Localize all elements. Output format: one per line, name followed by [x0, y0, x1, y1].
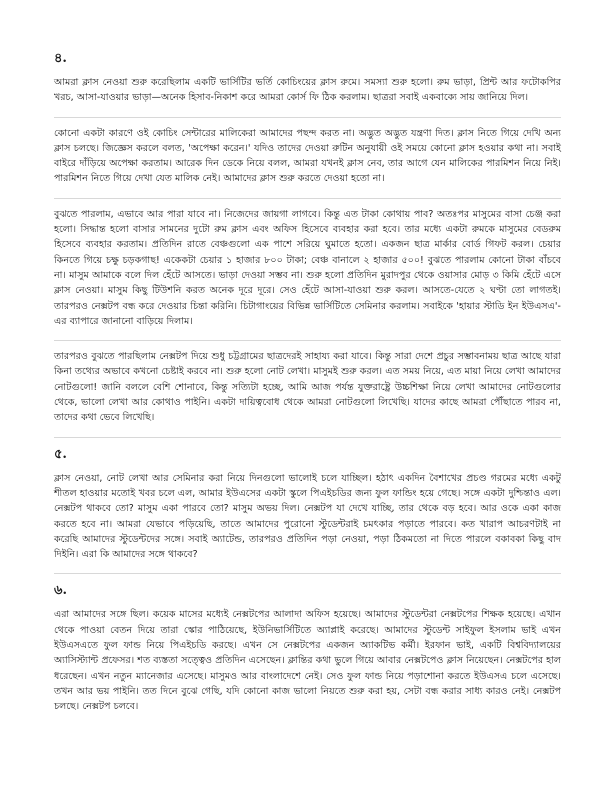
divider [54, 573, 561, 574]
section-4 [54, 50, 561, 426]
paragraph: কোনো একটা কারণে ওই কোচিং সেন্টারের মালিকেরা আমাদের পছন্দ করত না। অদ্ভুত অদ্ভুত যন্ত্রণা দিত। ক্লাস নিতে গিয়ে দেখি অন্য ক্লাস চলছে। জিজ্ঞেস করলে বলত, 'অপেক্ষা করেন।' যদিও তাদের দেওয়া রুটিন অনুযায়ী ওই সময়ে কোনো ক্লাস হওয়ার কথা না। সবাই বাইরে দাঁড়িয়ে অপেক্ষা করতাম। আরেক দিন ডেকে নিয়ে বলল, আমরা যখনই ক্লাস নেব, তার আগে যেন মালিকের পারমিশন নিয়ে নিই। পারমিশন নিতে গিয়ে দেখা যেত মালিক নেই। আমাদের ক্লাস শুরু করতে দেওয়া হতো না। [54, 127, 561, 185]
divider [54, 340, 561, 341]
section-number: ৬. [54, 583, 67, 599]
paragraph: আমরা ক্লাস নেওয়া শুরু করেছিলাম একটি ভার্সিটির ভর্তি কোচিংয়ের ক্লাস রুমে। সমস্যা শুরু হলো। রুম ভাড়া, প্রিন্ট আর ফটোকপির খরচ, আসা-যাওয়ার ভাড়া—অনেক হিসাব-নিকাশ করে আমরা কোর্স ফি ঠিক করলাম। ছাত্ররা সবাই একবাক্যে সায় জানিয়ে দিল। [54, 77, 561, 104]
paragraph: এরা আমাদের সঙ্গে ছিল। কয়েক মাসের মধ্যেই নেক্সটপের আলাদা অফিস হয়েছে। আমাদের স্টুডেন্টরা নেক্সটপের শিক্ষক হয়েছে। এখান থেকে পাওয়া বেতন দিয়ে তারা স্কোর পাঠিয়েছে, ইউনিভার্সিটিতে অ্যাপ্লাই করেছে। আমাদের স্টুডেন্ট সাইফুল ইসলাম ভাই এখন ইউএসএতে ফুল ফান্ড নিয়ে পিএইচডি করছে। এখন সে নেক্সটপের একজন অ্যাকটিভ কর্মী। ইরফান ভাই, একটি বিশ্ববিদ্যালয়ের অ্যাসিস্ট্যান্ট প্রফেসর। শত ব্যস্ততা সত্ত্বেও প্রতিদিন এসেছেন। ক্লান্তির কথা ভুলে গিয়ে আবার নেক্সটপেও ক্লাস নিয়েছেন। নেক্সটপের হাল ধরেছেন। এখন নতুন ম্যানেজার এসেছে। মাসুমও আর বাংলাদেশে নেই। সেও ফুল ফান্ড নিয়ে পড়াশোনা করতে ইউএসএ চলে এসেছে। তখন আর ভয় পাইনি। তত দিনে বুঝে গেছি, যদি কোনো কাজ ভালো নিয়তে শুরু করা হয়, সেটা বন্ধ করার সাধ্য কারও নেই। নেক্সটপ চলছে। নেক্সটপ চলবে। [54, 609, 561, 713]
divider [54, 198, 561, 199]
section-number: ৫. [54, 446, 67, 462]
paragraph: ক্লাস নেওয়া, নোট লেখা আর সেমিনার করা নিয়ে দিনগুলো ভালোই চলে যাচ্ছিল। হঠাৎ একদিন বৈশাখের প্রচণ্ড গরমের মধ্যে একটু শীতল হাওয়ার মতোই খবর চলে এল, আমার ইউএসের একটা স্কুলে পিএইচডির জন্য ফুল ফান্ডিং হয়ে গেছে। সঙ্গে একটা দুশ্চিন্তাও এল। নেক্সটপ থাকবে তো? মাসুম একা পারবে তো? মাসুম অভয় দিল। নেক্সটপ যা দেখে যাচ্ছি, তার থেকে বড় হবে। আর ওকে একা কাজ করতে হবে না। আমরা যেভাবে পড়িয়েছি, তাতে আমাদের পুরোনো স্টুডেন্টরাই চমৎকার পড়াতে পারবে। কত খারাপ আচরণটাই না করেছি আমাদের স্টুডেন্টদের সঙ্গে। সবাই অ্যাটেন্ড, তারপরও প্রতিদিন পড়া নেওয়া, পড়া ঠিকমতো না দিতে পারলে বকাবকা কিছু বাদ দিইনি। এরা কি আমাদের সঙ্গে থাকবে? [54, 472, 561, 561]
divider [54, 117, 561, 118]
section-5 [54, 446, 561, 563]
section-6 [54, 582, 561, 714]
section-number: ৪. [54, 51, 67, 66]
paragraph: বুঝতে পারলাম, এভাবে আর পারা যাবে না। নিজেদের জায়গা লাগবে। কিন্তু এত টাকা কোথায় পাব? অতঃপর মাসুমের বাসা চেঞ্জ করা হলো। সিদ্ধান্ত হলো বাসার সামনের দুটো রুম ক্লাস এবং অফিস হিসেবে ব্যবহার করা হবে। তার মধ্যে একটা রুমকে মাসুমের বেডরুম হিসেবে ব্যবহার করতাম। প্রতিদিন রাতে বেঞ্চগুলো এক পাশে সরিয়ে ঘুমাতে হতো। একজন ছাত্র মার্কার বোর্ড গিফট করল। চেয়ার কিনতে গিয়ে চক্ষু চড়কগাছ! একেকটা চেয়ার ১ হাজার ৮০০ টাকা; বেঞ্চ বানালে ২ হাজার ৫০০! বুঝতে পারলাম কোনো টাকা বাঁচবে না। মাসুম আমাকে বলে দিল হেঁটে আসতে। ভাড়া দেওয়া সম্ভব না। শুরু হলো প্রতিদিন মুরাদপুর থেকে ওয়াসার মোড় ৩ কিমি হেঁটে এসে ক্লাস নেওয়া। মাসুম কিছু টিউশনি করত অনেক দূরে দূরে। সেও হেঁটে আসা-যাওয়া শুরু করল। আসতে-যেতে ২ ঘণ্টা তো লাগতই। তারপরও নেক্সটপ বন্ধ করে দেওয়ার চিন্তা করিনি। চিটাগাংয়ের বিভিন্ন ভার্সিটিতে সেমিনার করলাম। সবাইকে 'হায়ার স্টাডি ইন ইউএসএ'-এর ব্যাপারে জানানো বাড়িয়ে দিলাম। [54, 208, 561, 327]
divider [54, 437, 561, 438]
paragraph: তারপরও বুঝতে পারছিলাম নেক্সটপ দিয়ে শুধু চট্টগ্রামের ছাত্রদেরই সাহায্য করা যাবে। কিন্তু সারা দেশে প্রচুর সম্ভাবনাময় ছাত্র আছে যারা কিনা তথ্যের অভাবে কখনো চেষ্টাই করবে না। শুরু হলো নোট লেখা। মাসুমই শুরু করল। এত সময় নিয়ে, এত মায়া নিয়ে লেখা আমাদের নোটগুলো! জানি বললে বেশি শোনাবে, কিন্তু সত্যিটা হচ্ছে, আমি আজ পর্যন্ত যুক্তরাষ্ট্রে উচ্চশিক্ষা নিয়ে লেখা আমাদের নোটগুলোর থেকে, ভালো লেখা আর কোথাও পাইনি। একটা দায়িত্ববোধ থেকে আমরা নোটগুলো লিখেছি। যাদের কাছে আমরা পৌঁছাতে পারব না, তাদের কথা ভেবে লিখেছি। [54, 351, 561, 424]
